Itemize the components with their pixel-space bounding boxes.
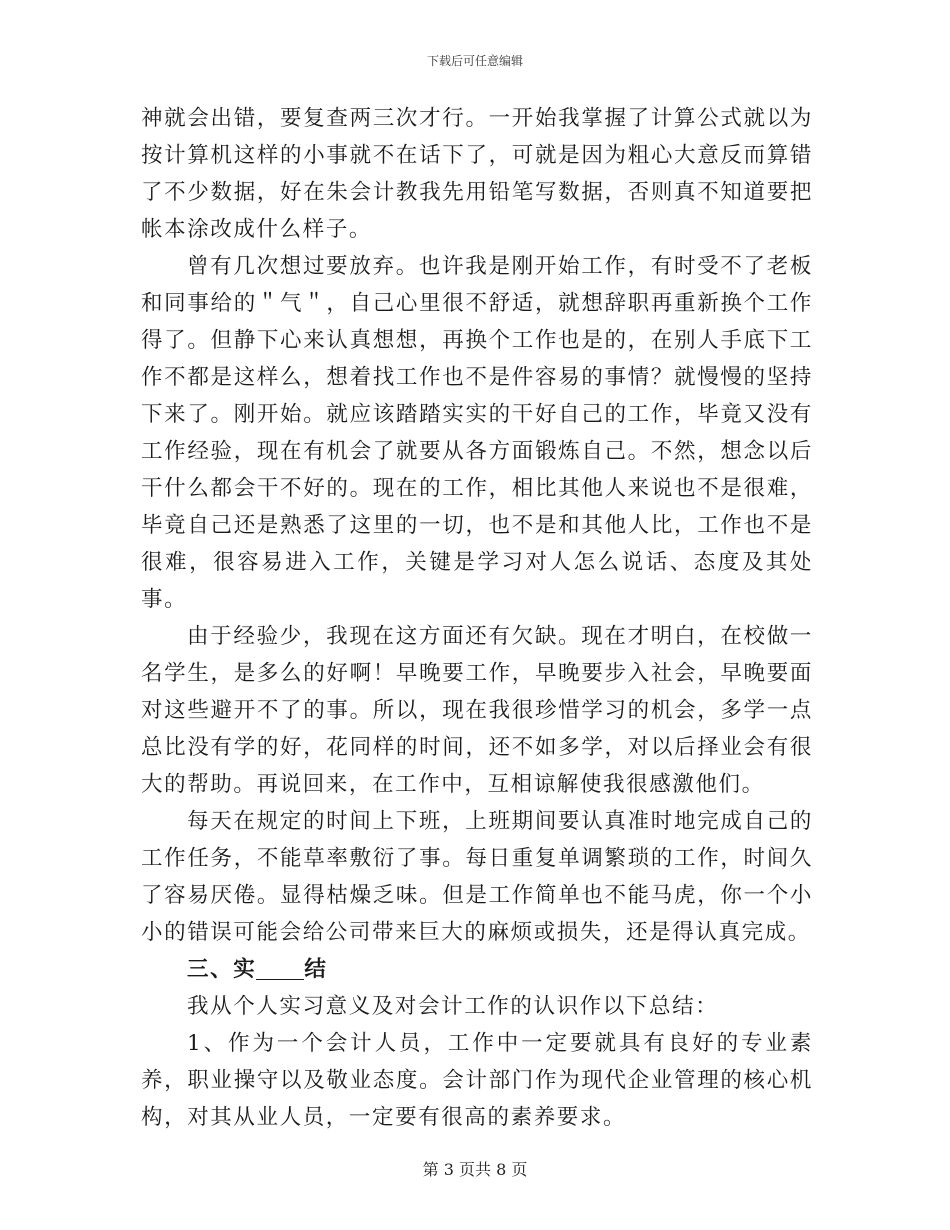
section-heading [141, 951, 813, 988]
document-body [141, 100, 813, 1136]
section-heading-suffix: 结 [304, 957, 328, 982]
paragraph-2: 曾有几次想过要放弃。也许我是刚开始工作，有时受不了老板和同事给的＂气＂，自己心里很不舒适，就想辞职再重新换个工作得了。但静下心来认真想想，再换个工作也是的，在别人手底下工作不都是这样么，想着找工作也不是件容易的事情？就慢慢的坚持下来了。刚开始。就应该踏踏实实的干好自己的工作，毕竟又没有工作经验，现在有机会了就要从各方面锻炼自己。不然，想念以后干什么都会干不好的。现在的工作，相比其他人来说也不是很难，毕竟自己还是熟悉了这里的一切，也不是和其他人比，工作也不是很难，很容易进入工作，关键是学习对人怎么说话、态度及其处事。 [141, 254, 813, 612]
paragraph-1: 神就会出错，要复查两三次才行。一开始我掌握了计算公式就以为按计算机这样的小事就不在话下了，可就是因为粗心大意反而算错了不少数据，好在朱会计教我先用铅笔写数据，否则真不知道要把帐本涂改成什么样子。 [141, 106, 813, 242]
section-heading-prefix: 三、实 [187, 957, 257, 982]
paragraph-3: 由于经验少，我现在这方面还有欠缺。现在才明白，在校做一名学生，是多么的好啊！早晚要工作，早晚要步入社会，早晚要面对这些避开不了的事。所以，现在我很珍惜学习的机会，多学一点总比没有学的好，花同样的时间，还不如多学，对以后择业会有很大的帮助。再说回来，在工作中，互相谅解使我很感激他们。 [141, 624, 813, 797]
paragraph-6: 1、作为一个会计人员，工作中一定要就具有良好的专业素养，职业操守以及敬业态度。会计部门作为现代企业管理的核心机构，对其从业人员，一定要有很高的素养要求。 [141, 1031, 813, 1130]
page-header: 下载后可任意编辑 [426, 54, 523, 68]
page-footer: 第 3 页共 8 页 [422, 1160, 528, 1179]
paragraph-5: 我从个人实习意义及对会计工作的认识作以下总结： [187, 994, 719, 1019]
heading-blank-line [256, 957, 304, 980]
paragraph-4: 每天在规定的时间上下班，上班期间要认真准时地完成自己的工作任务，不能草率敷衍了事。每日重复单调繁琐的工作，时间久了容易厌倦。显得枯燥乏味。但是工作简单也不能马虎，你一个小小的错误可能会给公司带来巨大的麻烦或损失，还是得认真完成。 [141, 809, 813, 945]
